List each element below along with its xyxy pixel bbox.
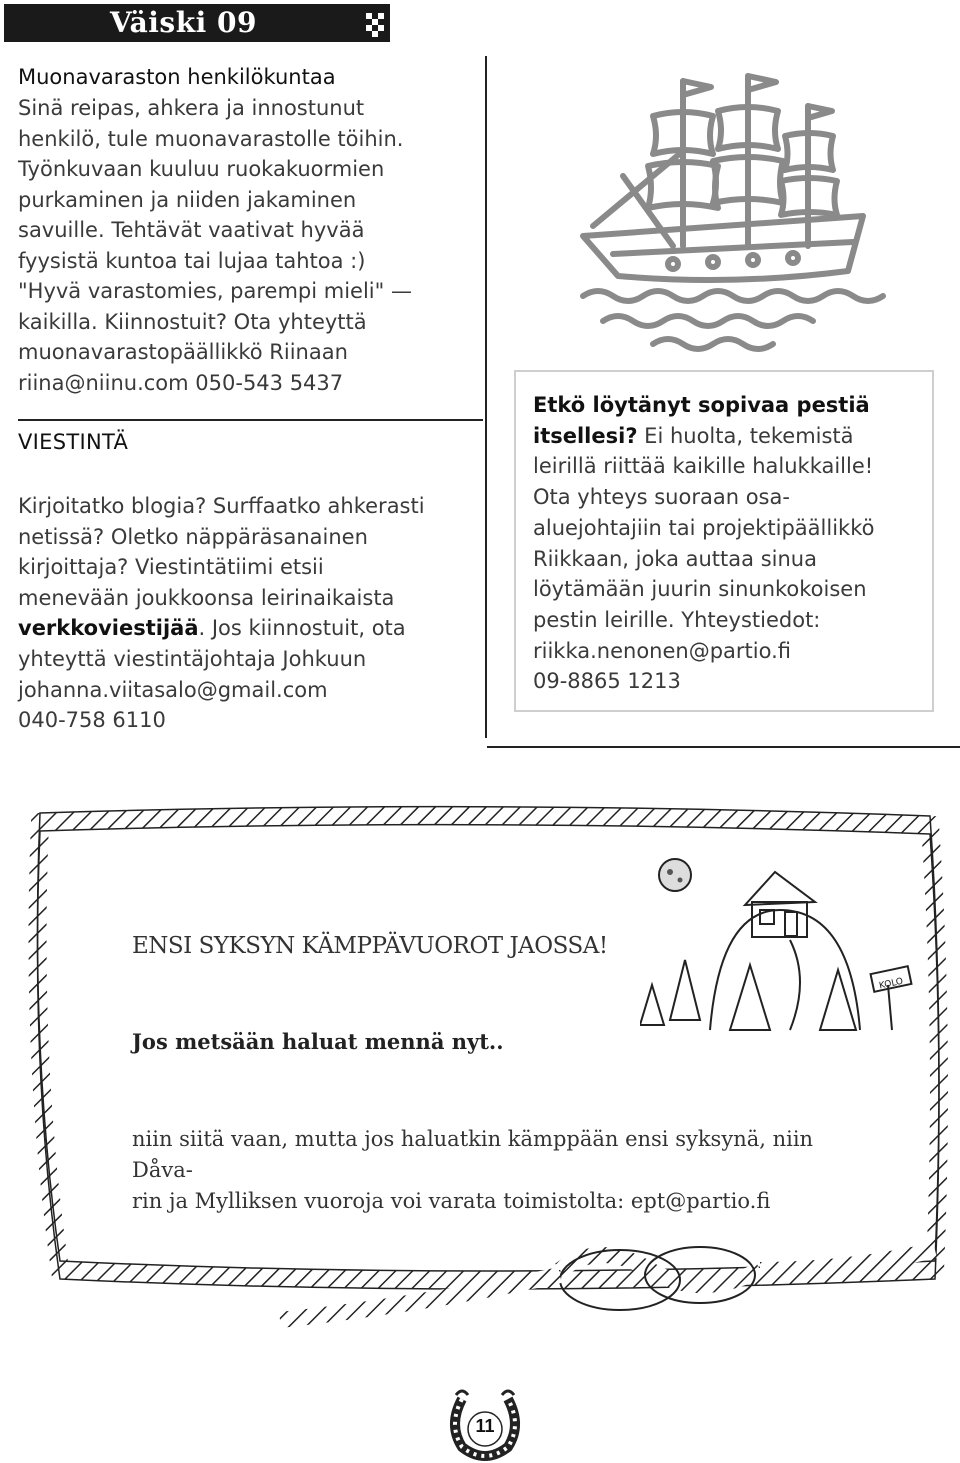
viestinta-line-rest: . Jos kiinnostuit, ota xyxy=(198,616,406,641)
viestinta-line: yhteyttä viestintäjohtaja Johkuun xyxy=(18,646,367,671)
info-heading-bold-end: itsellesi? xyxy=(533,423,638,448)
info-box-text xyxy=(533,390,925,697)
info-line: Ota yhteys suoraan osa- xyxy=(533,485,790,510)
info-line: Riikkaan, joka auttaa sinua xyxy=(533,546,817,571)
muonavarasto-line: Työnkuvaan kuuluu ruokakuormien xyxy=(18,157,385,181)
info-box xyxy=(514,370,934,712)
info-line: löytämään juurin sinunkokoisen xyxy=(533,577,867,602)
info-phone: 09-8865 1213 xyxy=(533,669,681,694)
muonavarasto-heading: Muonavaraston henkilökuntaa xyxy=(18,65,336,89)
info-heading xyxy=(533,390,925,421)
sailing-ship-illustration xyxy=(563,56,903,356)
info-heading-bold: Etkö löytänyt sopivaa pestiä xyxy=(533,393,870,417)
muonavarasto-line: fyysistä kuntoa tai lujaa tahtoa :) xyxy=(18,248,366,273)
viestinta-line: netissä? Oletko näppäräsanainen xyxy=(18,524,368,549)
info-line-rest: Ei huolta, tekemistä xyxy=(637,423,854,448)
notice-line: rin ja Mylliksen vuoroja voi varata toimistolta: ept@partio.fi xyxy=(132,1189,771,1213)
info-line: pestin leirille. Yhteystiedot: xyxy=(533,607,821,632)
column-rule xyxy=(485,56,487,738)
column-bottom-rule xyxy=(487,746,960,748)
muonavarasto-contact: riina@niinu.com 050-543 5437 xyxy=(18,370,344,395)
viestinta-line: menevään joukkoonsa leirinaikaista xyxy=(18,585,395,610)
viestinta-body xyxy=(18,491,480,736)
viestinta-phone: 040-758 6110 xyxy=(18,708,166,733)
info-line: aluejohtajiin tai projektipäällikkö xyxy=(533,515,875,540)
viestinta-line xyxy=(18,613,480,644)
muonavarasto-line: henkilö, tule muonavarastolle töihin. xyxy=(18,126,404,151)
muonavarasto-line: purkaminen ja niiden jakaminen xyxy=(18,187,357,212)
forest-cabin-illustration xyxy=(640,850,920,1035)
notice-subtitle: Jos metsään haluat mennä nyt.. xyxy=(132,1029,504,1054)
muonavarasto-section xyxy=(18,62,480,398)
info-line: leirillä riittää kaikille halukkaille! xyxy=(533,454,874,479)
viestinta-highlight: verkkoviestijää xyxy=(18,616,199,641)
page-number: 11 xyxy=(475,1416,495,1436)
viestinta-line: kirjoittaja? Viestintätiimi etsii xyxy=(18,555,324,580)
notice-title: ENSI SYKSYN KÄMPPÄVUOROT JAOSSA! xyxy=(132,933,608,959)
info-line xyxy=(533,421,925,452)
viestinta-email: johanna.viitasalo@gmail.com xyxy=(18,677,328,702)
muonavarasto-line: muonavarastopäällikkö Riinaan xyxy=(18,340,348,364)
muonavarasto-line: Sinä reipas, ahkera ja innostunut xyxy=(18,96,365,120)
viestinta-line: Kirjoitatko blogia? Surffaatko ahkerasti xyxy=(18,494,425,518)
muonavarasto-line: "Hyvä varastomies, parempi mieli" — xyxy=(18,279,412,303)
notice-line: niin siitä vaan, mutta jos haluatkin kämppään ensi syksynä, niin Dåva- xyxy=(132,1127,814,1182)
section-divider xyxy=(18,419,483,421)
sign-label: KOLO xyxy=(878,976,905,992)
header-bar xyxy=(4,4,390,42)
info-email: riikka.nenonen@partio.fi xyxy=(533,638,792,663)
magazine-title: Väiski 09 xyxy=(110,6,257,39)
muonavarasto-line: savuille. Tehtävät vaativat hyvää xyxy=(18,218,365,242)
viestinta-heading: VIESTINTÄ xyxy=(18,430,129,454)
notice-body xyxy=(132,1124,852,1217)
checkered-flag-icon xyxy=(360,9,390,39)
muonavarasto-line: kaikilla. Kiinnostuit? Ota yhteyttä xyxy=(18,309,367,334)
